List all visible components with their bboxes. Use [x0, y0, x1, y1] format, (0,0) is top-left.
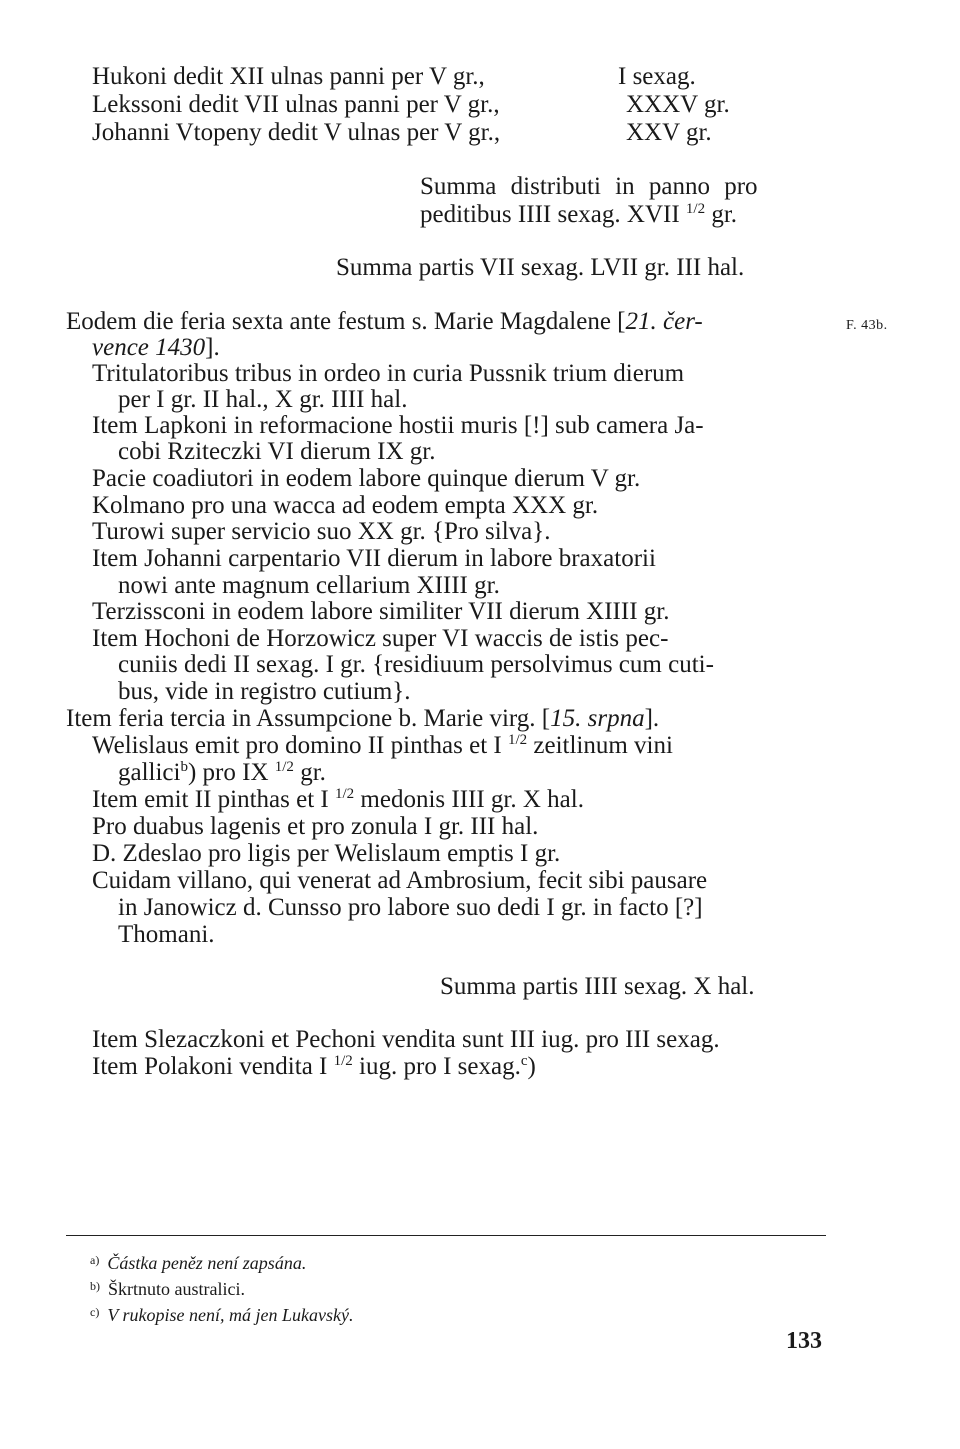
footnote: $^{c)}$ V rukopise není, má jen Lukavský.	[90, 1305, 354, 1325]
ledger-amount: I sexag.	[618, 63, 696, 90]
ledger-line: Lekssoni dedit VII ulnas panni per V gr.,	[92, 91, 500, 118]
text-line: Thomani.	[118, 921, 215, 948]
sum-partis: Summa partis IIII sexag. X hal.	[440, 973, 755, 1000]
entry-heading: vence 1430].	[92, 334, 220, 361]
ledger-line: Hukoni dedit XII ulnas panni per V gr.,	[92, 63, 485, 90]
text-line: Tritulatoribus tribus in ordeo in curia Pussnik trium dierum	[92, 360, 685, 387]
text-line: Turowi super servicio suo XX gr. {Pro silva}.	[92, 518, 551, 545]
text-line: per I gr. II hal., X gr. IIII hal.	[118, 386, 408, 413]
text-line: Item Lapkoni in reformacione hostii muris [!] sub camera Ja-	[92, 412, 704, 439]
ledger-line: Johanni Vtopeny dedit V ulnas per V gr.,	[92, 119, 501, 146]
ledger-amount: XXXV gr.	[626, 91, 730, 118]
text-line: Item Hochoni de Horzowicz super VI waccis de istis pec-	[92, 625, 669, 652]
entry-heading: Eodem die feria sexta ante festum s. Marie Magdalene [21. čer-	[66, 308, 703, 335]
text-line: Item Johanni carpentario VII dierum in labore braxatorii	[92, 545, 656, 572]
text-line: nowi ante magnum cellarium XIIII gr.	[118, 572, 500, 599]
folio-margin-note: F. 43b.	[846, 318, 888, 333]
text-line: Item emit II pinthas et I $^{1/2}$ medonis IIII gr. X hal.	[92, 786, 584, 813]
footnote: $^{b)}$ Škrtnuto australici.	[90, 1279, 245, 1299]
sum-distributi-line: peditibus IIII sexag. XVII $^{1/2}$ gr.	[420, 201, 738, 228]
text-line: in Janowicz d. Cunsso pro labore suo dedi I gr. in facto [?]	[118, 894, 703, 921]
sum-distributi-line: Summa distributi in panno pro	[420, 173, 758, 200]
text-line: Welislaus emit pro domino II pinthas et I $^{1/2}$ zeitlinum vini	[92, 732, 673, 759]
text-line: Pro duabus lagenis et pro zonula I gr. III hal.	[92, 813, 539, 840]
text-line: Cuidam villano, qui venerat ad Ambrosium, fecit sibi pausare	[92, 867, 708, 894]
footnote: $^{a)}$ Částka peněz není zapsána.	[90, 1253, 307, 1273]
sales-line: Item Polakoni vendita I $^{1/2}$ iug. pro I sexag.$^c$)	[92, 1053, 536, 1080]
text-line: bus, vide in registro cutium}.	[118, 678, 411, 705]
text-line: Terzissconi in eodem labore similiter VII dierum XIIII gr.	[92, 598, 670, 625]
text-line: cuniis dedi II sexag. I gr. {residiuum persolvimus cum cuti-	[118, 651, 714, 678]
sum-partis: Summa partis VII sexag. LVII gr. III hal.	[336, 254, 745, 281]
text-line: D. Zdeslao pro ligis per Welislaum emptis I gr.	[92, 840, 561, 867]
sales-line: Item Slezaczkoni et Pechoni vendita sunt III iug. pro III sexag.	[92, 1026, 720, 1053]
text-line: cobi Rziteczki VI dierum IX gr.	[118, 438, 436, 465]
ledger-amount: XXV gr.	[626, 119, 712, 146]
footnote-divider	[66, 1235, 826, 1236]
text-line: Item feria tercia in Assumpcione b. Marie virg. [15. srpna].	[66, 705, 660, 732]
text-line: Kolmano pro una wacca ad eodem empta XXX gr.	[92, 492, 599, 519]
text-line: gallici$^b$) pro IX $^{1/2}$ gr.	[118, 759, 326, 786]
text-line: Pacie coadiutori in eodem labore quinque dierum V gr.	[92, 465, 641, 492]
page-number: 133	[786, 1328, 822, 1354]
